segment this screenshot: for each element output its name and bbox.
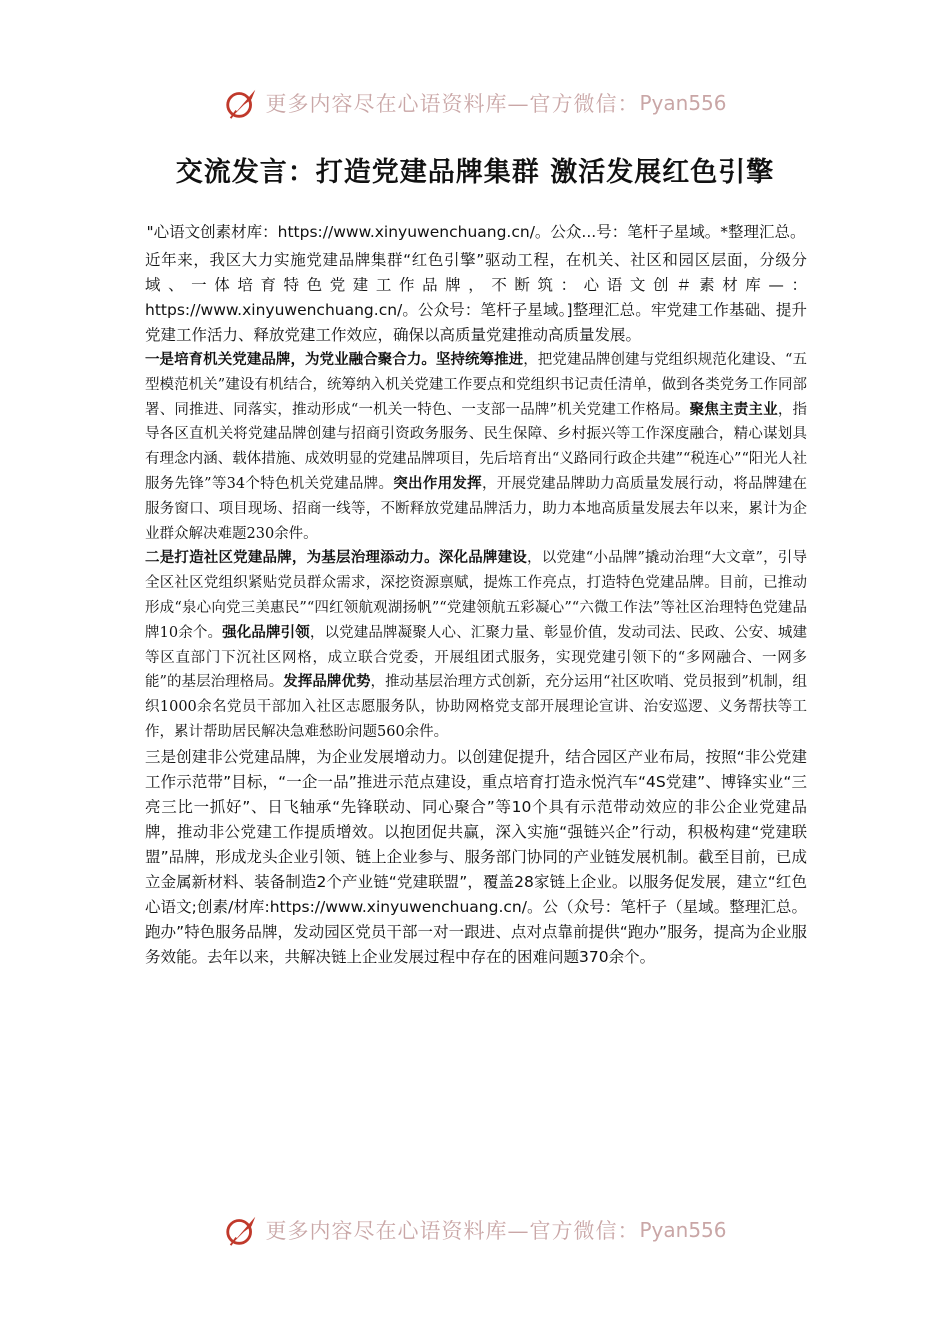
bottom-watermark-banner	[0, 1210, 950, 1250]
section-1-lead-1: 坚持统筹推进	[435, 351, 524, 368]
quill-logo-icon	[223, 84, 261, 122]
document-title: 交流发言：打造党建品牌集群 激活发展红色引擎	[175, 157, 775, 188]
section-1-text-1: ，把党建品牌创建与党组织规范化建设、“五型模范机关”建设有机结合，统筹纳入机关党建工作要点和党组织书记责任清单，做到各类党务工作同部署、同推进、同落实，推动形成“一机关一特色、一支部一品牌”机关党建工作格局。	[145, 352, 807, 418]
section-2-text-3: ，推动基层治理方式创新，充分运用“社区吹哨、党员报到”机制，组织1000余名党员干部加入社区志愿服务队，协助网格党支部开展理论宣讲、治安巡逻、义务帮扶等工作，累计帮助居民解决急难愁盼问题560余件。	[145, 674, 807, 740]
section-1-paragraph	[145, 348, 807, 546]
section-2-heading: 二是打造社区党建品牌，为基层治理添动力。	[145, 549, 439, 567]
watermark-id: Pyan556	[639, 1218, 727, 1242]
section-1-text-3: ，开展党建品牌助力高质量发展行动，将品牌建在服务窗口、项目现场、招商一线等，不断释放党建品牌活力，助力本地高质量发展去年以来，累计为企业群众解决难题230余件。	[145, 475, 808, 542]
section-3-paragraph: 三是创建非公党建品牌，为企业发展增动力。以创建促提升，结合园区产业布局，按照“非公党建工作示范带”目标，“一企一品”推进示范点建设，重点培育打造永悦汽车“4S党建”、博锋实业“三亮三比一抓好”、日飞轴承“先锋联动、同心聚合”等10个具有示范带动效应的非公企业党建品牌，推动非公党建工作提质增效。以抱团促共赢，深入实施“强链兴企”行动，积极构建“党建联盟”品牌，形成龙头企业引领、链上企业参与、服务部门协同的产业链发展机制。截至目前，已成立金属新材料、装备制造2个产业链“党建联盟”，覆盖28家链上企业。以服务促发展，建立“红色心语文;创素/材库:https://www.xinyuwenchuang.cn/。公（众号：笔杆子（星域。整理汇总。跑办”特色服务品牌，发动园区党员干部一对一跟进、点对点靠前提供“跑办”服务，提高为企业服务效能。去年以来，共解决链上企业发展过程中存在的困难问题370余个。	[145, 747, 807, 966]
quill-logo-icon	[223, 1211, 261, 1249]
watermark-text: 更多内容尽在心语资料库—官方微信：	[265, 1219, 640, 1243]
section-1-lead-3: 突出作用发挥	[393, 474, 482, 492]
section-1-heading: 一是培育机关党建品牌，为党业融合聚合力。	[145, 351, 436, 368]
section-1-text-2: ，指导各区直机关将党建品牌创建与招商引资政务服务、民生保障、乡村振兴等工作深度融合，精心谋划具有理念内涵、载体措施、成效明显的党建品牌项目，先后培育出“义路同行政企共建”“税连心”“阳光人社服务先锋”等34个特色机关党建品牌。	[145, 401, 808, 492]
watermark-id: Pyan556	[639, 91, 727, 115]
section-2-lead-2: 强化品牌引领	[222, 623, 310, 641]
watermark-text: 更多内容尽在心语资料库—官方微信：	[265, 92, 640, 116]
section-2-text-2: ，以党建品牌凝聚人心、汇聚力量、彰显价值，发动司法、民政、公安、城建等区直部门下沉社区网格，成立联合党委，开展组团式服务，实现党建引领下的“多网融合、一网多能”的基层治理格局。	[145, 624, 808, 691]
top-watermark-banner	[0, 83, 950, 123]
section-2-lead-3: 发挥品牌优势	[283, 673, 371, 691]
document-body	[145, 220, 807, 970]
source-note: "心语文创素材库：https://www.xinyuwenchuang.cn/。公众...号：笔杆子星域。*整理汇总。	[146, 223, 806, 241]
intro-paragraph: 近年来，我区大力实施党建品牌集群“红色引擎”驱动工程，在机关、社区和园区层面，分级分域、一体培育特色党建工作品牌，不断筑：心语文创＃素材库—：https://www.xinyuwenchuang.cn/。公众号：笔杆子星域。]整理汇总。牢党建工作基础、提升党建工作活力、释放党建工作效应，确保以高质量党建推动高质量发展。	[145, 251, 807, 344]
section-2-text-1: ，以党建“小品牌”撬动治理“大文章”，引导全区社区党组织紧贴党员群众需求，深挖资源禀赋，提炼工作亮点，打造特色党建品牌。目前，已推动形成“泉心向党三美惠民”“四红领航观湖扬帆”“党建领航五彩凝心”“六微工作法”等社区治理特色党建品牌10余个。	[145, 550, 807, 641]
section-2-paragraph	[145, 546, 807, 744]
section-1-lead-2: 聚焦主责主业	[689, 400, 778, 418]
section-2-lead-1: 深化品牌建设	[438, 549, 527, 567]
